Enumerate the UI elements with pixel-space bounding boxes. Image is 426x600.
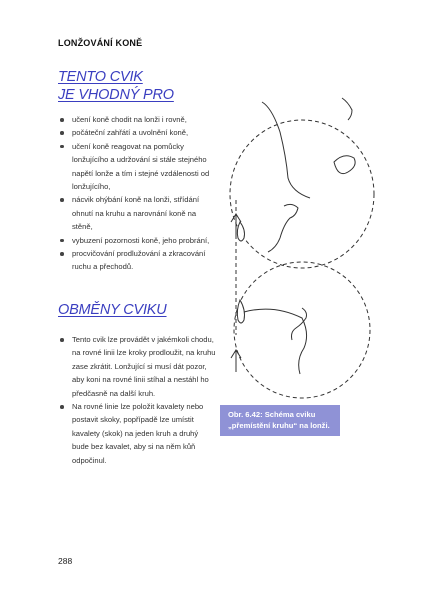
title-line: JE VHODNÝ PRO: [58, 87, 174, 103]
horse-icon: [237, 300, 244, 323]
lower-circle-path: [234, 262, 370, 398]
section-title-suitable-for: [58, 68, 174, 104]
list-item: vybuzení pozornosti koně, jeho probrání,: [58, 234, 216, 247]
list-item: Tento cvik lze provádět v jakémkoli chodu, na rovné linii lze kroky prodloužit, na kruhu zase zkrátit. Lonžující si musí dát pozor, aby koni na rovné linii stíhal a nestáhl ho předčasně na další kruh.: [58, 333, 216, 400]
list-item: Na rovné linie lze položit kavalety nebo postavit skoky, popřípadě lze umístit kavalety (skok) na jeden kruh a druhý bude bez kavalet, aby si na něm kůň odpočinul.: [58, 400, 216, 467]
lunge-line: [244, 309, 307, 374]
handler-icon: [342, 98, 352, 120]
section-title-variations: [58, 301, 167, 319]
page-number: 288: [58, 556, 73, 566]
figure-caption: Obr. 6.42: Schéma cviku „přemístění kruhu“ na lonži.: [220, 405, 340, 436]
list-item: počáteční zahřátí a uvolnění koně,: [58, 126, 216, 139]
variations-list: [58, 333, 216, 467]
list-item: učení koně chodit na lonži i rovně,: [58, 113, 216, 126]
title-line: OBMĚNY CVIKU: [58, 302, 167, 318]
lunge-line: [262, 102, 310, 198]
list-item: nácvik ohýbání koně na lonži, střídání ohnutí na kruhu a narovnání koně na stěně,: [58, 193, 216, 233]
handler-icon: [268, 204, 298, 252]
running-header: LONŽOVÁNÍ KONĚ: [58, 38, 143, 48]
list-item: procvičování prodlužování a zkracování ruchu a přechodů.: [58, 247, 216, 274]
lunging-diagram: [222, 90, 382, 400]
suitable-for-list: [58, 113, 216, 274]
horse-icon: [237, 222, 244, 241]
list-item: učení koně reagovat na pomůcky lonžujícího a udržování si stále stejného napětí lonže a tím i stejné vzdálenosti od lonžujícího,: [58, 140, 216, 194]
horse-icon: [334, 156, 355, 174]
title-line: TENTO CVIK: [58, 69, 143, 85]
